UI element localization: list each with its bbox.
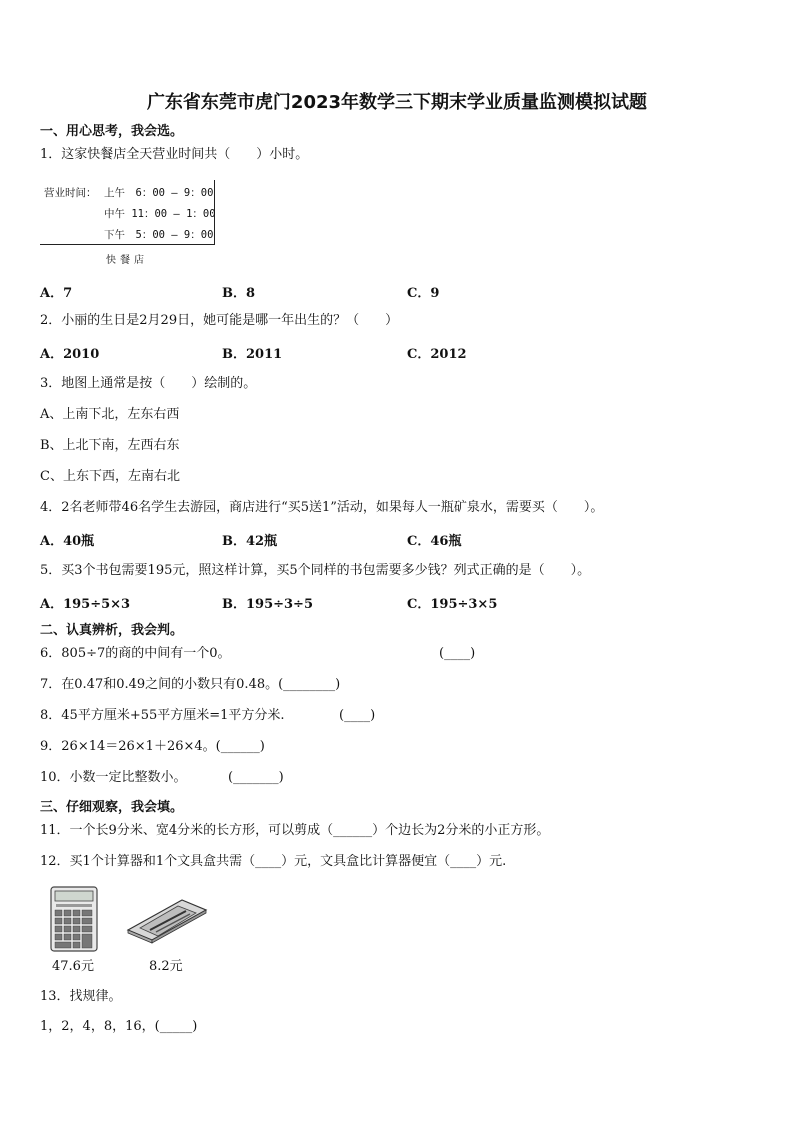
option-c: C、上东下西，左南右北	[40, 469, 180, 484]
calculator-price: 47.6元	[52, 959, 94, 974]
option-c: C．46瓶	[407, 534, 462, 549]
option-c: C．195÷3×5	[407, 597, 498, 612]
schedule-caption: 快餐店	[106, 255, 148, 266]
question-4: 4．2名老师带46名学生去游园，商店进行“买5送1”活动，如果每人一瓶矿泉水，需要买（ ）。	[40, 500, 604, 515]
option-a: A、上南下北，左东右西	[40, 407, 180, 422]
pencil-case-price: 8.2元	[149, 959, 183, 974]
option-c: C．2012	[407, 347, 467, 362]
option-a: A．40瓶	[40, 534, 95, 549]
sequence: 1，2，4，8，16，(_____)	[40, 1019, 198, 1034]
option-a: A．2010	[40, 347, 100, 362]
page-title: 广东省东莞市虎门2023年数学三下期末学业质量监测模拟试题	[146, 92, 648, 113]
question-6: 6．805÷7的商的中间有一个0。	[40, 646, 231, 661]
section-2-heading: 二、认真辨析，我会判。	[40, 623, 184, 638]
question-11: 11．一个长9分米、宽4分米的长方形，可以剪成（______）个边长为2分米的小正方形。	[40, 823, 550, 838]
question-9: 9．26×14＝26×1＋26×4。(______)	[40, 739, 265, 754]
section-3-heading: 三、仔细观察，我会填。	[40, 800, 184, 815]
question-7: 7．在0.47和0.49之间的小数只有0.48。(________)	[40, 677, 341, 692]
answer-blank[interactable]: (_______)	[228, 770, 284, 785]
option-c: C．9	[407, 286, 440, 301]
option-a: A．195÷5×3	[40, 597, 131, 612]
question-10: 10．小数一定比整数小。	[40, 770, 187, 785]
pencil-case-icon	[126, 896, 208, 944]
option-b: B．42瓶	[222, 534, 278, 549]
question-1: 1．这家快餐店全天营业时间共（ ）小时。	[40, 147, 309, 162]
question-13: 13．找规律。	[40, 989, 122, 1004]
answer-blank[interactable]: (____)	[339, 708, 376, 723]
question-3: 3．地图上通常是按（ ）绘制的。	[40, 376, 257, 391]
option-a: A．7	[40, 286, 73, 301]
schedule-row: 中午 11：00 — 1：00	[104, 208, 216, 220]
schedule-row: 上午 6：00 — 9：00	[104, 187, 214, 199]
option-b: B、上北下南，左西右东	[40, 438, 180, 453]
schedule-sign	[40, 180, 215, 245]
option-b: B．195÷3÷5	[222, 597, 314, 612]
question-8: 8．45平方厘米+55平方厘米=1平方分米.	[40, 708, 285, 723]
answer-blank[interactable]: (____)	[439, 646, 476, 661]
option-b: B．2011	[222, 347, 283, 362]
calculator-icon	[50, 886, 98, 952]
question-2: 2．小丽的生日是2月29日，她可能是哪一年出生的？（ ）	[40, 313, 399, 328]
question-12: 12．买1个计算器和1个文具盒共需（____）元，文具盒比计算器便宜（____）元.	[40, 854, 507, 869]
schedule-label: 营业时间：	[44, 187, 97, 199]
question-5: 5．买3个书包需要195元，照这样计算，买5个同样的书包需要多少钱？列式正确的是（ ）。	[40, 563, 591, 578]
section-1-heading: 一、用心思考，我会选。	[40, 124, 184, 139]
schedule-row: 下午 5：00 — 9：00	[104, 229, 214, 241]
option-b: B．8	[222, 286, 256, 301]
